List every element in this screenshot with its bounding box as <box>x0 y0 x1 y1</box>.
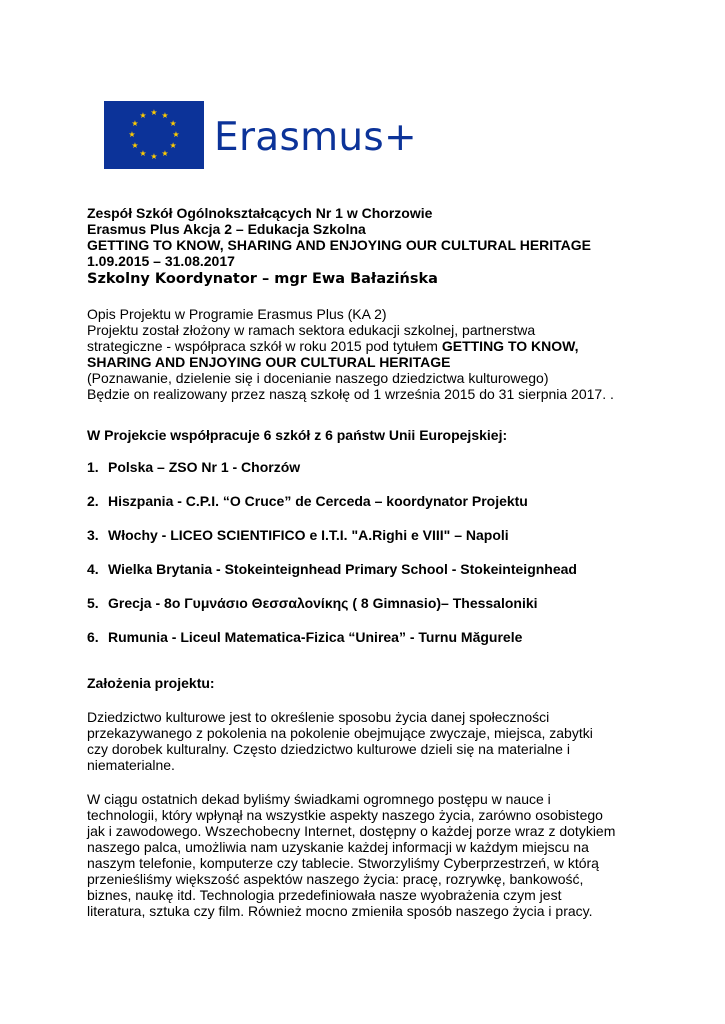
partner-item <box>87 459 300 475</box>
partner-text: Włochy - LICEO SCIENTIFICO e I.T.I. "A.Righi e VIII" – Napoli <box>108 527 509 543</box>
paragraph-line: Dziedzictwo kulturowe jest to określenie sposobu życia danej społeczności <box>87 709 550 725</box>
erasmus-brand-text: Erasmus+ <box>214 114 417 160</box>
partner-text: Polska – ZSO Nr 1 - Chorzów <box>108 459 301 475</box>
paragraph-line: biznes, naukę itd. Technologia przedefiniowała nasze wyobrażenia czym jest <box>87 887 562 903</box>
star-icon: ★ <box>161 149 169 159</box>
school-name: Zespół Szkół Ogólnokształcących Nr 1 w Chorzowie <box>87 205 433 221</box>
project-title: GETTING TO KNOW, SHARING AND ENJOYING OUR CULTURAL HERITAGE <box>87 237 592 253</box>
partner-item <box>87 493 528 509</box>
description-title-bold: SHARING AND ENJOYING OUR CULTURAL HERITAGE <box>87 354 451 370</box>
star-icon: ★ <box>131 119 139 128</box>
partner-text: Rumunia - Liceul Matematica-Fizica “Unirea” - Turnu Măgurele <box>108 629 523 645</box>
description-line: Opis Projektu w Programie Erasmus Plus (KA 2) <box>87 306 387 322</box>
paragraph-technology <box>87 791 647 919</box>
paragraph-line: naszego palca, umożliwia nam uzyskanie każdej informacji w każdym miejscu na <box>87 839 589 855</box>
star-icon: ★ <box>161 110 169 120</box>
assumptions-heading: Założenia projektu: <box>87 675 215 691</box>
program-name: Erasmus Plus Akcja 2 – Edukacja Szkolna <box>87 221 366 237</box>
eu-flag-icon <box>104 101 204 169</box>
paragraph-line: literatura, sztuka czy film. Również mocno zmieniła sposób naszego życia i pracy. <box>87 903 593 919</box>
description-line: (Poznawanie, dzielenie się i docenianie naszego dziedzictwa kulturowego) <box>87 370 549 386</box>
partner-number: 1. <box>87 459 99 475</box>
partner-number: 3. <box>87 527 99 543</box>
partner-number: 6. <box>87 629 99 645</box>
paragraph-line: przekazywanego z pokolenia na pokolenie obejmujące zwyczaje, miejsca, zabytki <box>87 725 593 741</box>
description-line <box>87 338 647 354</box>
erasmus-logo <box>104 101 417 169</box>
star-icon: ★ <box>172 130 180 139</box>
paragraph-line: naszym telefonie, komputerze czy tablecie. Stworzyliśmy Cyberprzestrzeń, w którą <box>87 855 599 871</box>
partner-text: Hiszpania - C.P.I. “O Cruce” de Cerceda – koordynator Projektu <box>108 493 528 509</box>
partner-item <box>87 595 538 611</box>
partner-text: Grecja - 8ο Γυμνάσιο Θεσσαλονίκης ( 8 Gimnasio)– Thessaloniki <box>108 595 538 611</box>
star-icon: ★ <box>131 141 139 150</box>
star-icon: ★ <box>128 130 136 139</box>
description-line: Projektu został złożony w ramach sektora edukacji szkolnej, partnerstwa <box>87 322 536 338</box>
document-header <box>87 205 647 287</box>
star-icon: ★ <box>169 141 177 150</box>
partner-number: 5. <box>87 595 99 611</box>
partner-number: 2. <box>87 493 99 509</box>
project-dates: 1.09.2015 – 31.08.2017 <box>87 253 235 269</box>
project-description <box>87 306 647 402</box>
partner-number: 4. <box>87 561 99 577</box>
paragraph-line: przenieśliśmy większość aspektów naszego życia: pracę, rozrywkę, bankowość, <box>87 871 584 887</box>
description-line: Będzie on realizowany przez naszą szkołę od 1 września 2015 do 31 sierpnia 2017. . <box>87 386 614 402</box>
star-icon: ★ <box>139 149 147 159</box>
star-icon: ★ <box>150 108 158 117</box>
partner-item <box>87 561 577 577</box>
paragraph-line: jak i zawodowego. Wszechobecny Internet, dostępny o każdej porze wraz z dotykiem <box>87 823 616 839</box>
paragraph-line: czy dorobek kulturalny. Często dziedzictwo kulturowe dzieli się na materialne i <box>87 741 570 757</box>
partners-intro: W Projekcie współpracuje 6 szkół z 6 państw Unii Europejskiej: <box>87 427 508 443</box>
description-title-bold: GETTING TO KNOW, <box>441 338 579 354</box>
star-icon: ★ <box>139 110 147 120</box>
paragraph-line: W ciągu ostatnich dekad byliśmy świadkami ogromnego postępu w nauce i <box>87 791 551 807</box>
star-icon: ★ <box>150 152 158 161</box>
paragraph-cultural-heritage <box>87 709 647 773</box>
description-text: strategiczne - współpraca szkół w roku 2015 pod tytułem <box>87 338 442 354</box>
paragraph-line: niematerialne. <box>87 757 175 773</box>
paragraph-line: technologii, który wpłynął na wszystkie aspekty naszego życia, zarówno osobistego <box>87 807 603 823</box>
partner-item <box>87 629 522 645</box>
partner-text: Wielka Brytania - Stokeinteignhead Primary School - Stokeinteignhead <box>108 561 577 577</box>
star-icon: ★ <box>169 119 177 128</box>
partner-item <box>87 527 509 543</box>
coordinator-line: Szkolny Koordynator – mgr Ewa Bałazińska <box>87 271 438 287</box>
